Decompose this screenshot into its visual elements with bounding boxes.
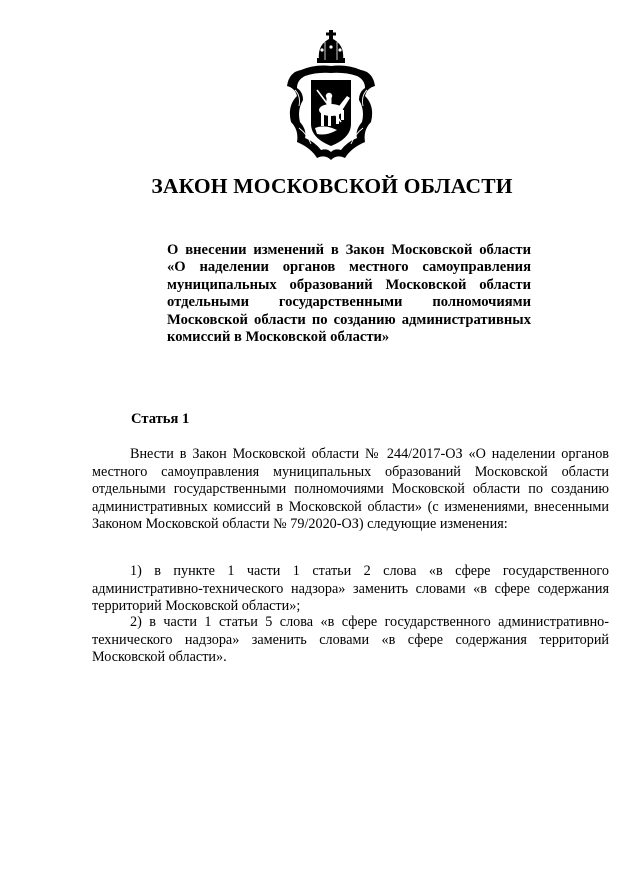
article-heading: Статья 1 <box>131 411 190 427</box>
article-intro-paragraph: Внести в Закон Московской области № 244/2017-ОЗ «О наделении органов местного самоуправления муниципальных образований Московской области отдельными государственными полномочиями Московской области по созданию административных комиссий в Московской области» (с изменениями, внесенными Законом Московской области № 79/2020-ОЗ) следующие изменения: <box>92 446 609 533</box>
document-title: ЗАКОН МОСКОВСКОЙ ОБЛАСТИ <box>151 174 513 198</box>
amendment-item-1: 1) в пункте 1 части 1 статьи 2 слова «в сфере государственного административно-технического надзора» заменить словами «в сфере содержания территорий Московской области»; <box>92 563 609 615</box>
moscow-oblast-coat-of-arms-icon <box>281 30 381 166</box>
amendment-item-2: 2) в части 1 статьи 5 слова «в сфере государственного административно-технического надзора» заменить словами «в сфере содержания территорий Московской области». <box>92 614 609 666</box>
law-subject-heading: О внесении изменений в Закон Московской области «О наделении органов местного самоуправления муниципальных образований Московской области отдельными государственными полномочиями Московской области по созданию административных комиссий в Московской области» <box>167 242 531 346</box>
